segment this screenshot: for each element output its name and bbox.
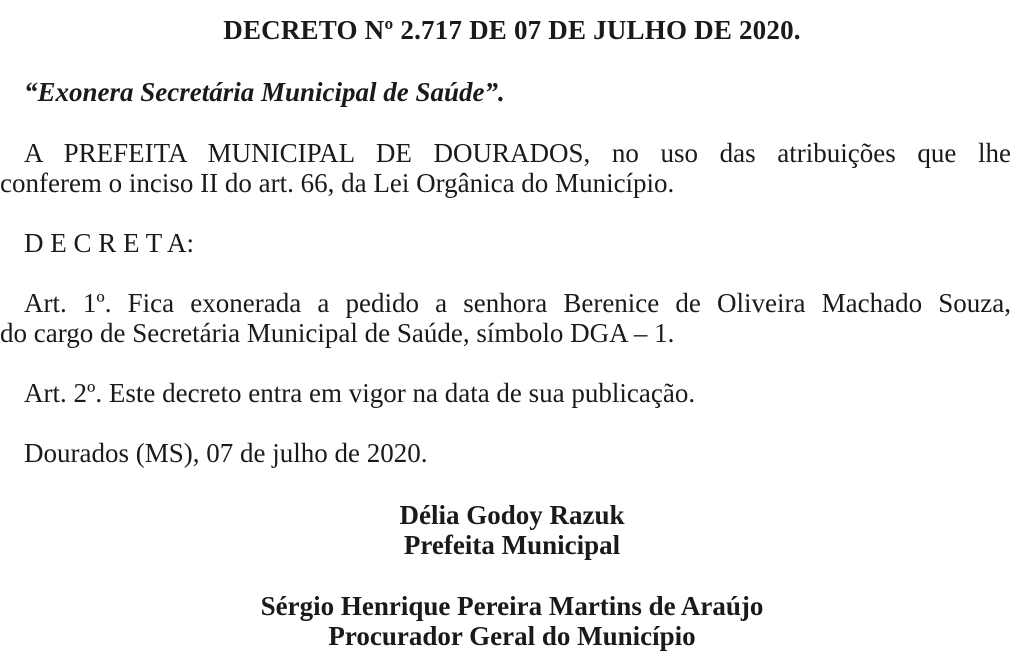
signatory-1-role: Prefeita Municipal: [403, 530, 621, 560]
signatory-2-name: Sérgio Henrique Pereira Martins de Araújo: [260, 591, 764, 621]
signatory-2-role: Procurador Geral do Município: [328, 621, 696, 651]
article-1-line-1: Art. 1º. Fica exonerada a pedido a senhora Berenice de Oliveira Machado Souza,: [24, 288, 1011, 318]
decreta-heading: D E C R E T A:: [24, 228, 195, 258]
place-and-date: Dourados (MS), 07 de julho de 2020.: [24, 438, 428, 468]
article-2-paragraph: Art. 2º. Este decreto entra em vigor na data de sua publicação.: [24, 378, 696, 408]
decree-title: DECRETO Nº 2.717 DE 07 DE JULHO DE 2020.: [223, 15, 801, 45]
preamble-line-1: A PREFEITA MUNICIPAL DE DOURADOS, no uso das atribuições que lhe: [24, 138, 1011, 168]
decree-summary: “Exonera Secretária Municipal de Saúde”.: [24, 77, 505, 107]
signatory-1-name: Délia Godoy Razuk: [399, 500, 625, 530]
article-1-line-2: do cargo de Secretária Municipal de Saúde, símbolo DGA – 1.: [0, 318, 675, 348]
article-1-paragraph: [0, 288, 1011, 348]
preamble-paragraph: [0, 138, 1011, 198]
preamble-line-2: conferem o inciso II do art. 66, da Lei Orgânica do Município.: [0, 168, 675, 198]
